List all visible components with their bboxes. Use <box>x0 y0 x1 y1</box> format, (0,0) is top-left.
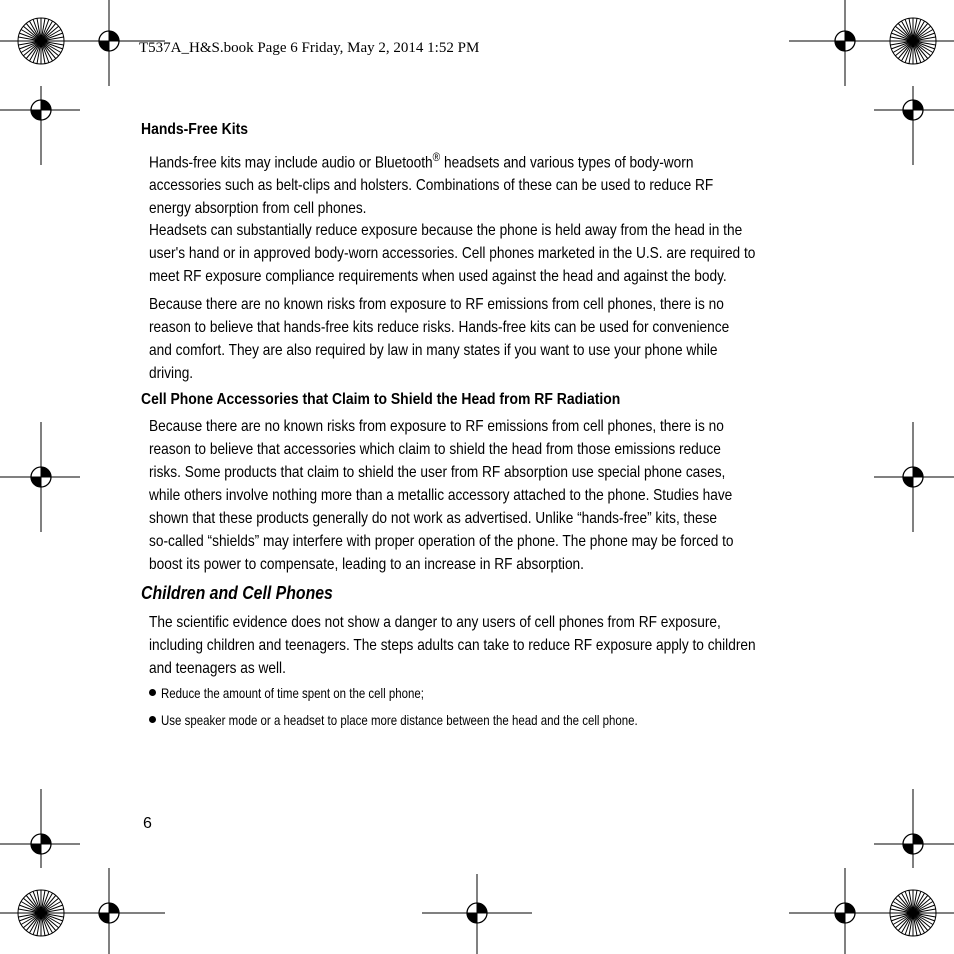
paragraph-hands-free-3 <box>149 293 828 385</box>
list-item <box>149 685 482 701</box>
text-line <box>149 146 713 174</box>
paragraph-shield-1 <box>149 415 833 576</box>
text-line: reason to believe that accessories which claim to shield the head from those emissions reduce <box>149 441 721 458</box>
text-line: risks. Some products that claim to shield the user from RF absorption use special phone cases, <box>149 464 726 481</box>
text-line: so-called “shields” may interfere with proper operation of the phone. The phone may be forced to <box>149 533 734 550</box>
bullet-icon <box>149 716 156 723</box>
text-line: Headsets can substantially reduce exposure because the phone is held away from the head in the <box>149 222 743 239</box>
heading-shield-accessories: Cell Phone Accessories that Claim to Shield the Head from RF Radiation <box>141 391 621 408</box>
text-line: energy absorption from cell phones. <box>149 200 367 218</box>
list-item-text: Use speaker mode or a headset to place more distance between the head and the cell phone. <box>161 712 638 728</box>
text-line: Because there are no known risks from exposure to RF emissions from cell phones, there is no <box>149 296 724 313</box>
text-line: while others involve nothing more than a metallic accessory attached to the phone. Studies have <box>149 487 733 504</box>
list-item <box>149 712 742 728</box>
text-line: meet RF exposure compliance requirements when used against the head and against the body. <box>149 268 727 285</box>
text-line: user's hand or in approved body-worn accessories. Cell phones marketed in the U.S. are required to <box>149 245 756 262</box>
text-line: reason to believe that hands-free kits reduce risks. Hands-free kits can be used for convenience <box>149 319 730 336</box>
text-segment: headsets and various types of body-worn <box>440 154 694 172</box>
text-line: The scientific evidence does not show a danger to any users of cell phones from RF exposure, <box>149 614 721 631</box>
paragraph-children-1 <box>149 611 858 680</box>
list-item-text: Reduce the amount of time spent on the cell phone; <box>161 685 424 701</box>
print-slug: T537A_H&S.book Page 6 Friday, May 2, 2014 1:52 PM <box>139 40 480 56</box>
text-segment: Hands-free kits may include audio or Bluetooth <box>149 154 433 172</box>
text-line: and teenagers as well. <box>149 660 286 677</box>
text-line: driving. <box>149 365 194 382</box>
text-line: and comfort. They are also required by law in many states if you want to use your phone while <box>149 342 718 359</box>
paragraph-hands-free-2 <box>149 219 858 288</box>
heading-children-cell-phones: Children and Cell Phones <box>141 583 333 603</box>
page-number: 6 <box>143 815 152 832</box>
registered-mark: ® <box>432 150 441 164</box>
text-line: accessories such as belt-clips and holsters. Combinations of these can be used to reduce RF <box>149 177 714 195</box>
paragraph-hands-free-1 <box>149 146 809 220</box>
text-line: boost its power to compensate, leading to an increase in RF absorption. <box>149 556 584 573</box>
heading-hands-free-kits: Hands-Free Kits <box>141 121 248 138</box>
text-line: shown that these products generally do not work as advertised. Unlike “hands-free” kits, these <box>149 510 718 527</box>
text-line: Because there are no known risks from exposure to RF emissions from cell phones, there is no <box>149 418 724 435</box>
text-line: including children and teenagers. The steps adults can take to reduce RF exposure apply to children <box>149 637 756 654</box>
bullet-icon <box>149 689 156 696</box>
